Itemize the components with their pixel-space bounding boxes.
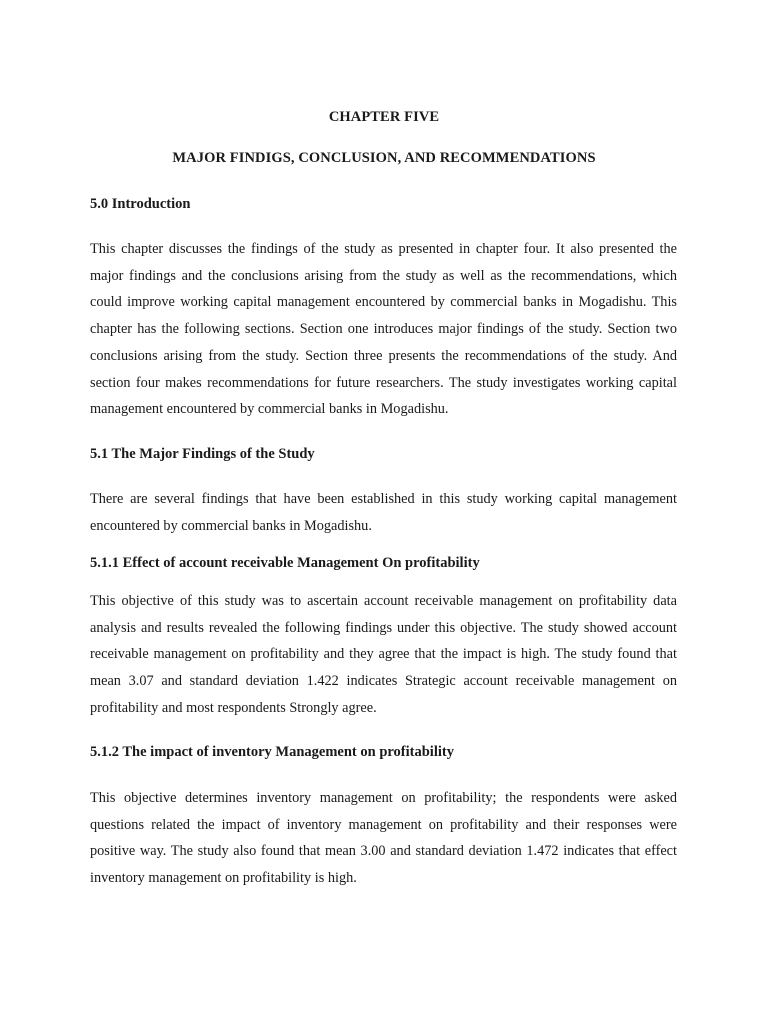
- paragraph-receivable: This objective of this study was to ascertain account receivable management on profitability data analysis and results revealed the following findings under this objective. The study showed account receivable management on profitability and they agree that the impact is high. The study found that mean 3.07 and standard deviation 1.422 indicates Strategic account receivable management on profitability and most respondents Strongly agree.: [90, 593, 677, 716]
- paragraph-major-findings: There are several findings that have been established in this study working capital management encountered by commercial banks in Mogadishu.: [90, 491, 677, 534]
- section-heading-major-findings: 5.1 The Major Findings of the Study: [90, 446, 315, 462]
- section-heading-introduction: 5.0 Introduction: [90, 196, 191, 212]
- chapter-number-title: CHAPTER FIVE: [328, 109, 440, 125]
- paragraph-inventory: This objective determines inventory management on profitability; the respondents were asked questions related the impact of inventory management on profitability and their responses were positive way. The study also found that mean 3.00 and standard deviation 1.472 indicates that effect inventory management on profitability is high.: [90, 790, 677, 887]
- paragraph-introduction: This chapter discusses the findings of the study as presented in chapter four. It also presented the major findings and the conclusions arising from the study as well as the recommendations, which could improve working capital management encountered by commercial banks in Mogadishu. This chapter has the following sections. Section one introduces major findings of the study. Section two conclusions arising from the study. Section three presents the recommendations of the study. And section four makes recommendations for future researchers. The study investigates working capital management encountered by commercial banks in Mogadishu.: [90, 241, 677, 418]
- section-heading-inventory: 5.1.2 The impact of inventory Management on profitability: [90, 744, 454, 760]
- chapter-title: MAJOR FINDIGS, CONCLUSION, AND RECOMMENDATIONS: [172, 150, 596, 166]
- section-heading-receivable: 5.1.1 Effect of account receivable Management On profitability: [90, 555, 480, 571]
